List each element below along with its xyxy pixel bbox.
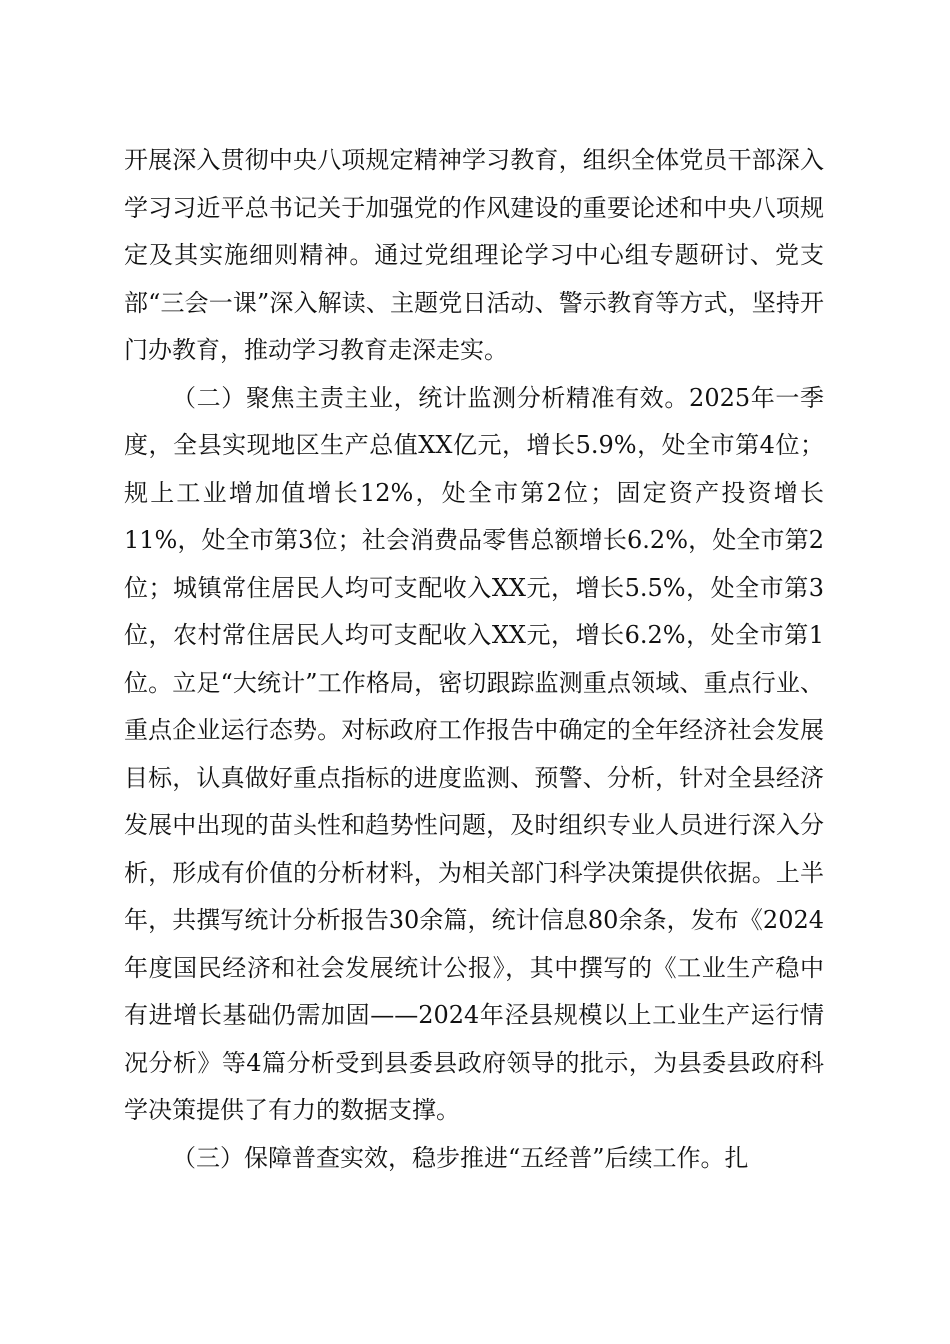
- paragraph-census-work: （三）保障普查实效，稳步推进“五经普”后续工作。扎: [172, 1143, 749, 1172]
- paragraph-party-education: 开展深入贯彻中央八项规定精神学习教育，组织全体党员干部深入学习习近平总书记关于加强党的作风建设的重要论述和中央八项规定及其实施细则精神。通过党组理论学习中心组专题研讨、党支部“三会一课”深入解读、主题党日活动、警示教育等方式，坚持开门办教育，推动学习教育走深走实。: [124, 146, 824, 364]
- document-body: [124, 137, 824, 1182]
- paragraph-statistics-monitoring: （二）聚焦主责主业，统计监测分析精准有效。2025年一季度，全县实现地区生产总值XX亿元，增长5.9%，处全市第4位；规上工业增加值增长12%，处全市第2位；固定资产投资增长11%，处全市第3位；社会消费品零售总额增长6.2%，处全市第2位；城镇常住居民人均可支配收入XX元，增长5.5%，处全市第3位，农村常住居民人均可支配收入XX元，增长6.2%，处全市第1位。立足“大统计”工作格局，密切跟踪监测重点领域、重点行业、重点企业运行态势。对标政府工作报告中确定的全年经济社会发展目标，认真做好重点指标的进度监测、预警、分析，针对全县经济发展中出现的苗头性和趋势性问题，及时组织专业人员进行深入分析，形成有价值的分析材料，为相关部门科学决策提供依据。上半年，共撰写统计分析报告30余篇，统计信息80余条，发布《2024年度国民经济和社会发展统计公报》，其中撰写的《工业生产稳中有进增长基础仍需加固——2024年泾县规模以上工业生产运行情况分析》等4篇分析受到县委县政府领导的批示，为县委县政府科学决策提供了有力的数据支撑。: [124, 383, 824, 1124]
